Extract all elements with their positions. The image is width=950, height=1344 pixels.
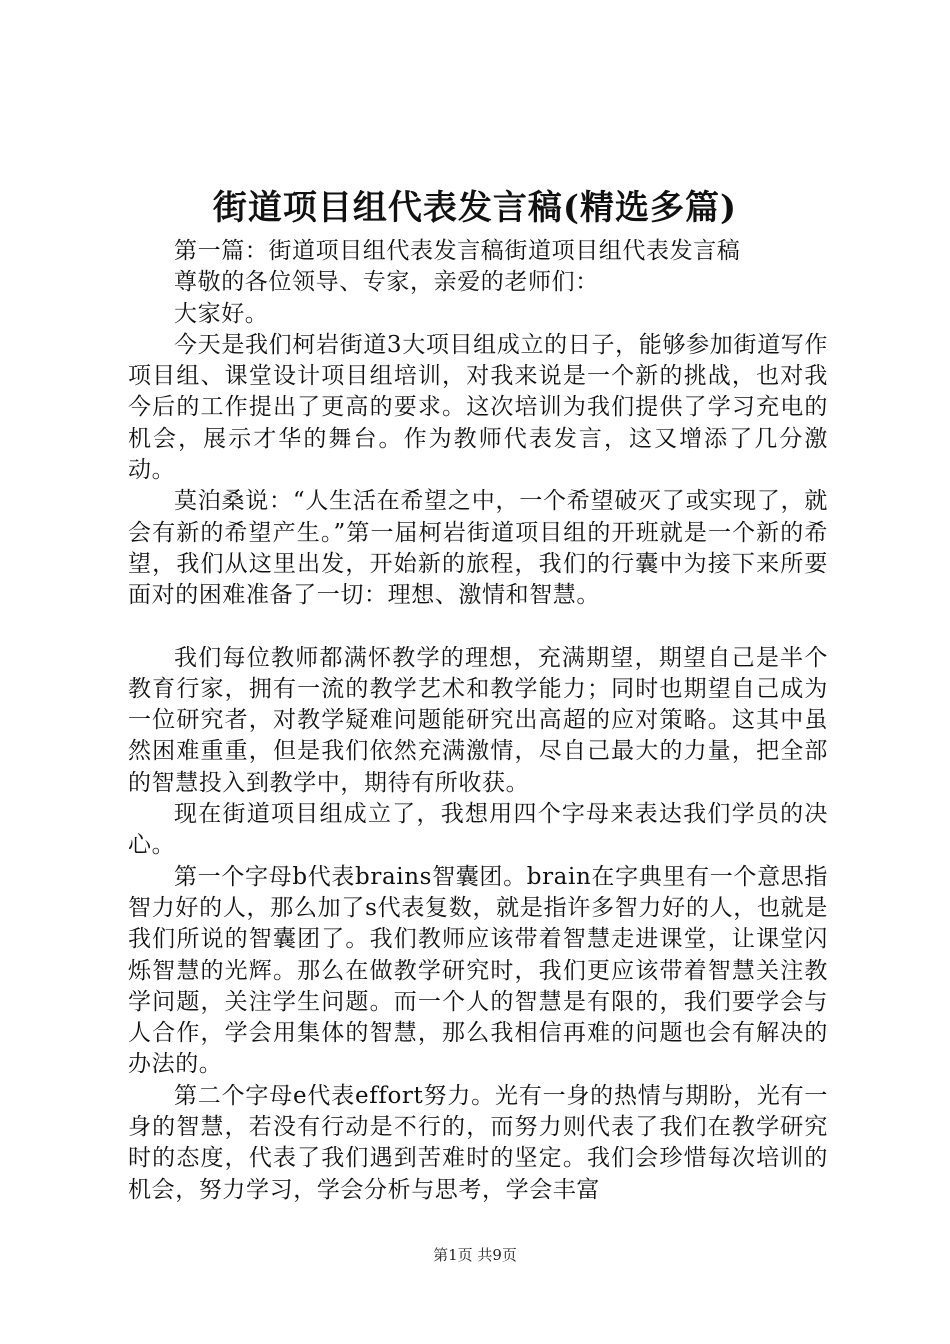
paragraph-text: 第二个字母e代表effort努力。光有一身的热情与期盼，光有一身的智慧，若没有行动是不行的，而努力则代表了我们在教学研究时的态度，代表了我们遇到苦难时的坚定。我们会珍惜每次培训的机会，努力学习，学会分析与思考，学会丰富 — [128, 1082, 828, 1203]
paragraph-text: 今天是我们柯岩街道3大项目组成立的日子，能够参加街道写作项目组、课堂设计项目组培训，对我来说是一个新的挑战，也对我今后的工作提出了更高的要求。这次培训为我们提供了学习充电的机会，展示才华的舞台。作为教师代表发言，这又增添了几分激动。 — [128, 331, 828, 484]
paragraph-text: 莫泊桑说：“人生活在希望之中，一个希望破灭了或实现了，就会有新的希望产生。”第一届柯岩街道项目组的开班就是一个新的希望，我们从这里出发，开始新的旅程，我们的行囊中为接下来所要面对的困难准备了一切：理想、激情和智慧。 — [128, 488, 828, 609]
paragraph-text: 现在街道项目组成立了，我想用四个字母来表达我们学员的决心。 — [128, 801, 828, 859]
paragraph-heading: 第一篇：街道项目组代表发言稿街道项目组代表发言稿 — [174, 238, 741, 264]
paragraph-salutation: 尊敬的各位领导、专家，亲爱的老师们： — [174, 269, 599, 296]
paragraph-text: 第一个字母b代表brains智囊团。brain在字典里有一个意思指智力好的人，那么加了s代表复数，就是指许多智力好的人，也就是我们所说的智囊团了。我们教师应该带着智慧走进课堂，让课堂闪烁智慧的光辉。那么在做教学研究时，我们更应该带着智慧关注教学问题，关注学生问题。而一个人的智慧是有限的，我们要学会与人合作，学会用集体的智慧，那么我相信再难的问题也会有解决的办法的。 — [128, 863, 828, 1078]
paragraph-greeting: 大家好。 — [174, 300, 269, 327]
paragraph-text: 我们每位教师都满怀教学的理想，充满期望，期望自己是半个教育行家，拥有一流的教学艺术和教学能力；同时也期望自己成为一位研究者，对教学疑难问题能研究出高超的应对策略。这其中虽然困难重重，但是我们依然充满激情，尽自己最大的力量，把全部的智慧投入到教学中，期待有所收获。 — [128, 644, 828, 796]
document-title: 街道项目组代表发言稿(精选多篇) — [212, 188, 738, 228]
page-number-footer: 第1页 共9页 — [433, 1246, 517, 1264]
document-body — [128, 236, 828, 1206]
